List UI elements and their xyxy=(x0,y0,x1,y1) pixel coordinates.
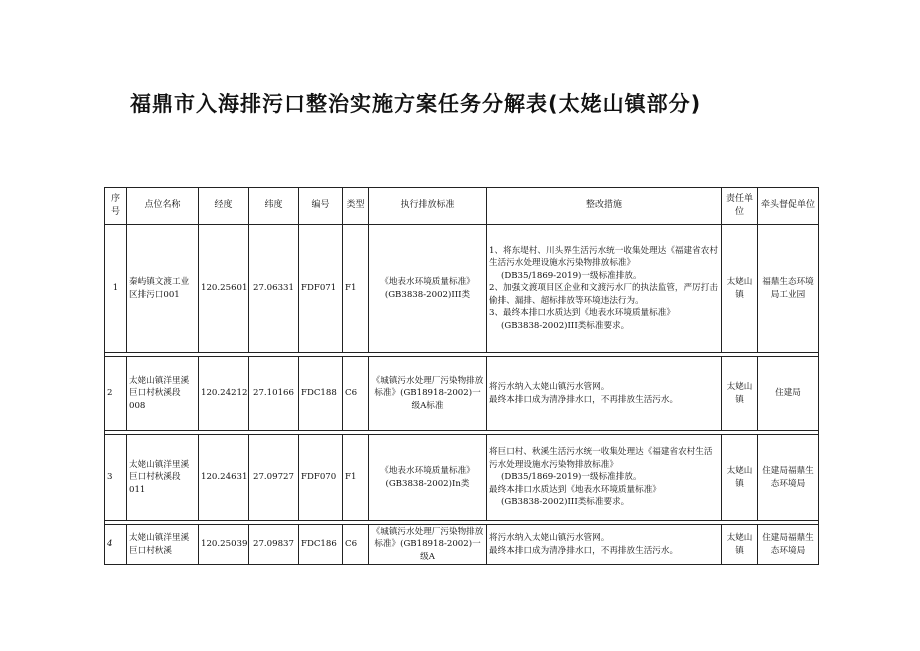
header-lead: 牵头督促单位 xyxy=(758,188,819,225)
header-code: 编号 xyxy=(299,188,343,225)
row-standard: 《地表水环境质量标准》(GB3838-2002)In类 xyxy=(369,435,487,521)
row-lead: 住建局福鼎生态环境局 xyxy=(758,525,819,565)
row-lon: 120.24212 xyxy=(199,357,249,431)
row-lead: 住建局福鼎生态环境局 xyxy=(758,435,819,521)
row-measures xyxy=(487,435,722,521)
header-name: 点位名称 xyxy=(127,188,199,225)
row-lat: 27.09727 xyxy=(249,435,299,521)
row-code: FDC186 xyxy=(299,525,343,565)
measure-line: 将污水纳入太姥山镇污水管网。 xyxy=(489,533,610,544)
table-row xyxy=(105,525,819,565)
row-type: F1 xyxy=(343,225,369,353)
header-measures: 整改措施 xyxy=(487,188,722,225)
row-lead: 福鼎生态环境局工业园 xyxy=(758,225,819,353)
row-measures xyxy=(487,357,722,431)
table-row xyxy=(105,357,819,431)
row-standard: 《城镇污水处理厂污染物排放标准》(GB18918-2002)一级A标准 xyxy=(369,357,487,431)
measure-line: (DB35/1869-2019)一级标准排放。 xyxy=(501,472,642,483)
measure-line: 将巨口村、秋溪生活污水统一收集处理达《福建省农村生活污水处理设施水污染物排放标准》 xyxy=(489,447,713,470)
row-code: FDF071 xyxy=(299,225,343,353)
row-name: 秦屿镇文渡工业区排污口001 xyxy=(127,225,199,353)
measure-line: 最终本排口成为清净排水口，不再排放生活污水。 xyxy=(489,545,679,556)
row-seq: 2 xyxy=(105,357,127,431)
row-code: FDC188 xyxy=(299,357,343,431)
header-row xyxy=(105,188,819,225)
header-lon: 经度 xyxy=(199,188,249,225)
row-type: C6 xyxy=(343,525,369,565)
measure-line: 最终本排口成为清净排水口，不再排放生活污水。 xyxy=(489,394,679,405)
row-resp: 太姥山镇 xyxy=(722,435,758,521)
row-seq: 4 xyxy=(105,525,127,565)
header-seq: 序号 xyxy=(105,188,127,225)
table-row xyxy=(105,225,819,353)
header-standard: 执行排放标准 xyxy=(369,188,487,225)
header-resp: 责任单位 xyxy=(722,188,758,225)
row-name: 太姥山镇洋里溪巨口村秋溪段011 xyxy=(127,435,199,521)
row-lon: 120.25601 xyxy=(199,225,249,353)
row-name: 太姥山镇洋里溪巨口村秋溪段008 xyxy=(127,357,199,431)
measure-line: 2、加强文渡项目区企业和文渡污水厂的执法监管，严厉打击偷排、漏排、超标排放等环境违法行为。 xyxy=(489,283,718,306)
row-resp: 太姥山镇 xyxy=(722,357,758,431)
measure-line: 3、最终本排口水质达到《地表水环境质量标准》 xyxy=(489,308,675,319)
header-lat: 纬度 xyxy=(249,188,299,225)
measure-line: 最终本排口水质达到《地表水环境质量标准》 xyxy=(489,484,661,495)
row-measures xyxy=(487,225,722,353)
row-name: 太姥山镇洋里溪巨口村秋溪 xyxy=(127,525,199,565)
table-row xyxy=(105,435,819,521)
row-standard: 《地表水环境质量标准》(GB3838-2002)III类 xyxy=(369,225,487,353)
measure-line: 将污水纳入太姥山镇污水管网。 xyxy=(489,382,610,393)
header-type: 类型 xyxy=(343,188,369,225)
row-lead: 住建局 xyxy=(758,357,819,431)
row-lat: 27.06331 xyxy=(249,225,299,353)
measure-line: (GB3838-2002)III类标准要求。 xyxy=(501,320,630,331)
measure-line: 1、将东堤村、川头界生活污水统一收集处理达《福建省农村生活污水处理设施水污染物排放标准》 xyxy=(489,245,718,269)
row-type: C6 xyxy=(343,357,369,431)
row-resp: 太姥山镇 xyxy=(722,525,758,565)
measure-line: (GB3838-2002)III类标准要求。 xyxy=(501,497,630,508)
task-table xyxy=(104,187,819,565)
row-lon: 120.24631 xyxy=(199,435,249,521)
row-code: FDF070 xyxy=(299,435,343,521)
row-lon: 120.25039 xyxy=(199,525,249,565)
row-lat: 27.09837 xyxy=(249,525,299,565)
row-type: F1 xyxy=(343,435,369,521)
row-seq: 1 xyxy=(105,225,127,353)
row-seq: 3 xyxy=(105,435,127,521)
page-title: 福鼎市入海排污口整治实施方案任务分解表(太姥山镇部分) xyxy=(130,92,702,116)
row-resp: 太姥山镇 xyxy=(722,225,758,353)
row-measures xyxy=(487,525,722,565)
row-standard: 《城镇污水处理厂污染物排放标准》(GB18918-2002)一级A xyxy=(369,525,487,565)
measure-line: (DB35/1869-2019)一级标准排放。 xyxy=(501,270,642,281)
row-lat: 27.10166 xyxy=(249,357,299,431)
